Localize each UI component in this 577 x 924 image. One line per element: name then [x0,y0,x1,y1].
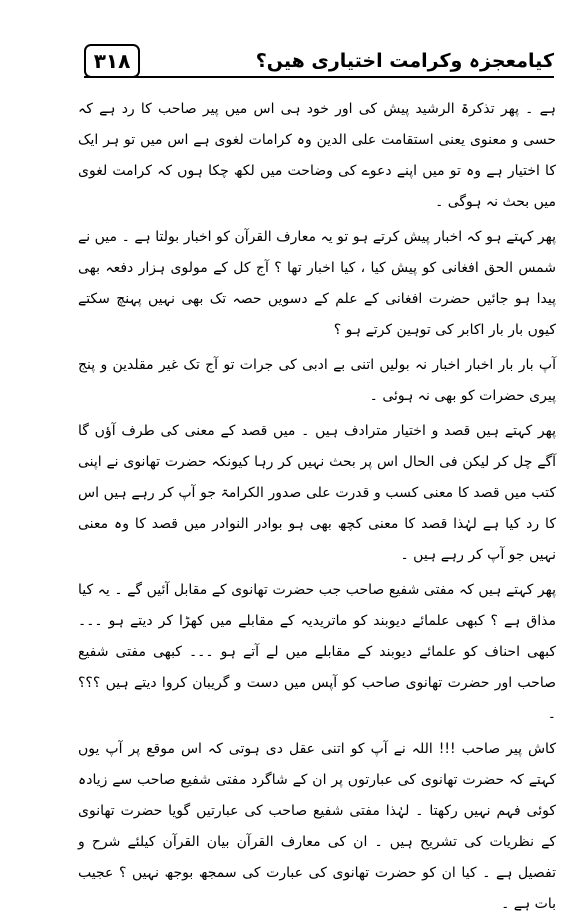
page-body [78,94,556,924]
paragraph-5: پھر کہتے ہیں کہ مفتی شفیع صاحب جب حضرت تھانوی کے مقابل آئیں گے ۔ یہ کیا مذاق ہے ؟ کبھی علمائے دیوبند کو ماتریدیہ کے مقابلے میں کھڑا کر دیتے ہو ۔۔۔ کبھی احناف کو علمائے دیوبند کے مقابلے میں لے آتے ہو ۔۔۔ کبھی مفتی شفیع صاحب اور حضرت تھانوی صاحب کو آپس میں دست و گریبان کروا دیتے ہیں ؟؟؟ ۔ [78,582,556,722]
running-title: کیامعجزہ وکرامت اختیاری ھیں؟ [255,50,554,72]
page-number-box [84,44,140,78]
paragraph-6: کاش پیر صاحب !!! اللہ نے آپ کو اتنی عقل دی ہوتی کہ اس موقع پر آپ یوں کہتے کہ حضرت تھانوی کی عبارتوں پر ان کے شاگرد مفتی شفیع صاحب سے زیادہ کوئی فہم نہیں رکھتا ۔ لہٰذا مفتی شفیع صاحب کی عبارتیں گویا حضرت تھانوی کے نظریات کی تشریح ہیں ۔ ان کی معارف القرآن بیان القرآن کیلئے شرح و تفصیل ہے ۔ کیا ان کو حضرت تھانوی کی عبارت کی سمجھ بوجھ نہیں ؟ عجیب بات ہے ۔ [78,741,556,912]
paragraph-3: آپ بار بار اخبار اخبار نہ بولیں اتنی بے ادبی کی جرات تو آج تک غیر مقلدین و پنج پیری حضرات کو بھی نہ ہوئی ۔ [78,357,556,404]
paragraph-1: ہے ۔ پھر تذکرۃ الرشید پیش کی اور خود ہی اس میں پیر صاحب کا رد ہے کہ حسی و معنوی یعنی استقامت علی الدین وہ کرامات لغوی ہے اس میں تو ہر ایک کا اختیار ہے وہ تو میں اپنے دعوے کی وضاحت میں لکھ چکا ہوں کہ کرامت لغوی میں بحث نہ ہوگی ۔ [78,101,556,210]
paragraph-4: پھر کہتے ہیں قصد و اختیار مترادف ہیں ۔ میں قصد کے معنی کی طرف آؤں گا آگے چل کر لیکن فی الحال اس پر بحث نہیں کر رہا کیونکہ حضرت تھانوی نے اپنی کتب میں قصد کا معنی کسب و قدرت علی صدور الکرامۃ جو آپ کر رہے ہیں اس کا رد کیا ہے لہٰذا قصد کا معنی کچھ بھی ہو بوادر النوادر میں قصد کا وہ معنی نہیں جو آپ کر رہے ہیں ۔ [78,423,556,563]
page-number: ۳۱۸ [93,49,131,73]
paragraph-2: پھر کہتے ہو کہ اخبار پیش کرتے ہو تو یہ معارف القرآن کو اخبار بولتا ہے ۔ میں نے شمس الحق افغانی کو پیش کیا ، کیا اخبار تھا ؟ آج کل کے مولوی ہزار دفعہ بھی پیدا ہو جائیں حضرت افغانی کے علم کے دسویں حصہ تک بھی نہیں پہنچ سکتے کیوں بار بار اکابر کی توہین کرتے ہو ؟ [78,229,556,338]
